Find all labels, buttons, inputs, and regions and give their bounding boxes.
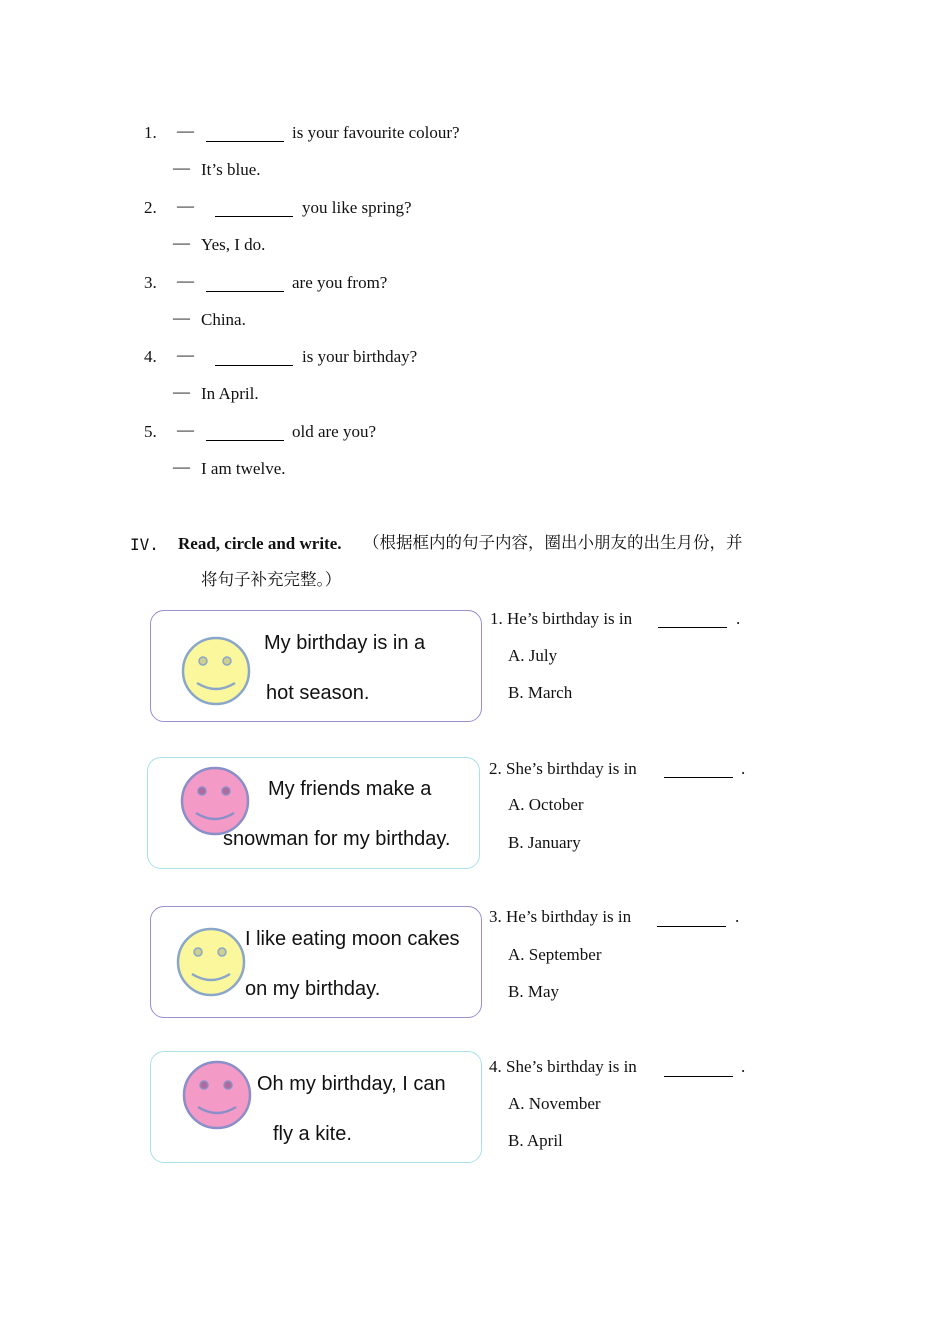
answer-blank[interactable]	[206, 426, 284, 441]
smiley-face-head	[183, 638, 249, 704]
option-b[interactable]: B. April	[508, 1131, 563, 1150]
dialogue-answer: I am twelve.	[201, 459, 286, 478]
dialogue-answer: Yes, I do.	[201, 235, 266, 254]
option-b[interactable]: B. January	[508, 833, 581, 852]
dash-mark: —	[173, 457, 190, 476]
question-end: .	[741, 759, 746, 778]
smiley-face-head	[184, 1062, 250, 1128]
smiley-eye	[199, 657, 207, 665]
dialogue-answer: It’s blue.	[201, 160, 261, 179]
answer-blank[interactable]	[664, 763, 733, 778]
question-prompt: 4. She’s birthday is in	[489, 1057, 637, 1076]
box-line-two: fly a kite.	[273, 1123, 352, 1145]
answer-blank[interactable]	[657, 912, 726, 927]
dialogue-number: 3.	[144, 273, 157, 292]
dash-mark: —	[177, 121, 194, 140]
dialogue-answer: In April.	[201, 384, 259, 403]
option-b[interactable]: B. May	[508, 982, 559, 1001]
smiley-eye	[218, 948, 226, 956]
smiley-eye	[200, 1081, 208, 1089]
option-a[interactable]: A. October	[508, 795, 584, 814]
answer-blank[interactable]	[658, 613, 727, 628]
dialogue-number: 4.	[144, 347, 157, 366]
box-line-two: snowman for my birthday.	[223, 828, 451, 850]
question-end: .	[741, 1057, 746, 1076]
smiley-eye	[223, 657, 231, 665]
smiley-eye	[222, 787, 230, 795]
smiley-face-icon	[180, 635, 252, 707]
option-b[interactable]: B. March	[508, 683, 573, 702]
smiley-face-icon	[175, 926, 247, 998]
section-instruction: （根据框内的句子内容，圈出小朋友的出生月份，并	[363, 533, 743, 552]
smiley-face-icon	[181, 1059, 253, 1131]
smiley-face-head	[182, 768, 248, 834]
dash-mark: —	[173, 158, 190, 177]
dialogue-question: you like spring?	[302, 198, 412, 217]
question-prompt: 2. She’s birthday is in	[489, 759, 637, 778]
dash-mark: —	[177, 345, 194, 364]
section-numeral: IV.	[130, 535, 159, 554]
question-prompt: 1. He’s birthday is in	[490, 609, 633, 628]
smiley-eye	[224, 1081, 232, 1089]
section-instruction: 将句子补充完整。）	[201, 570, 342, 589]
smiley-face-icon	[179, 765, 251, 837]
answer-blank[interactable]	[664, 1062, 733, 1077]
box-line-one: My friends make a	[268, 778, 432, 800]
question-end: .	[736, 609, 741, 628]
dialogue-question: old are you?	[292, 422, 377, 441]
question-end: .	[735, 907, 740, 926]
dash-mark: —	[173, 233, 190, 252]
box-line-two: hot season.	[266, 682, 370, 704]
section-title: Read, circle and write.	[178, 534, 342, 553]
dash-mark: —	[177, 196, 194, 215]
dash-mark: —	[173, 382, 190, 401]
dialogue-question: is your favourite colour?	[292, 123, 460, 142]
dialogue-question: is your birthday?	[302, 347, 418, 366]
box-line-one: My birthday is in a	[264, 632, 426, 654]
box-line-one: Oh my birthday, I can	[257, 1073, 446, 1095]
box-line-two: on my birthday.	[245, 978, 381, 1000]
box-line-one: I like eating moon cakes	[245, 928, 460, 950]
option-a[interactable]: A. November	[508, 1094, 601, 1113]
option-a[interactable]: A. July	[508, 646, 558, 665]
answer-blank[interactable]	[215, 202, 293, 217]
smiley-face-head	[178, 929, 244, 995]
dialogue-question: are you from?	[292, 273, 388, 292]
answer-blank[interactable]	[206, 127, 284, 142]
dialogue-number: 2.	[144, 198, 157, 217]
smiley-eye	[194, 948, 202, 956]
answer-blank[interactable]	[215, 351, 293, 366]
smiley-eye	[198, 787, 206, 795]
dash-mark: —	[177, 271, 194, 290]
answer-blank[interactable]	[206, 277, 284, 292]
dash-mark: —	[177, 420, 194, 439]
dialogue-number: 1.	[144, 123, 157, 142]
question-prompt: 3. He’s birthday is in	[489, 907, 632, 926]
dialogue-number: 5.	[144, 422, 157, 441]
dash-mark: —	[173, 308, 190, 327]
dialogue-answer: China.	[201, 310, 246, 329]
option-a[interactable]: A. September	[508, 945, 602, 964]
